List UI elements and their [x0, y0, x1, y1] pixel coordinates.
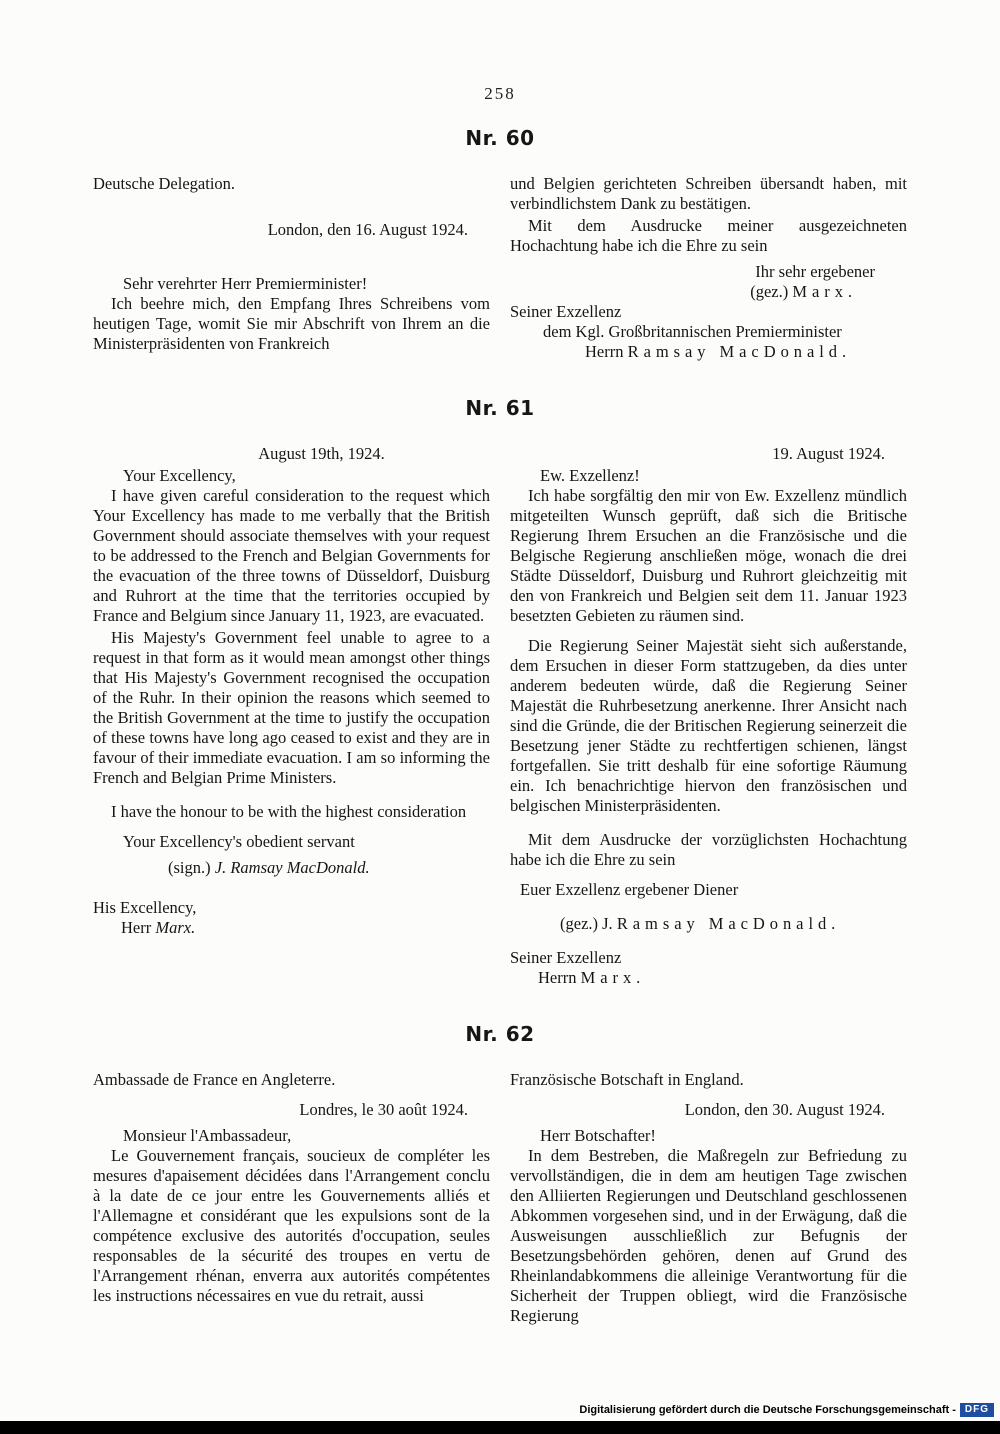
address-name: Marx.	[580, 968, 646, 987]
section-nr61	[93, 444, 907, 988]
sender-line: Französische Botschaft in England.	[510, 1070, 744, 1089]
address-line: His Excellency,	[93, 898, 197, 917]
salutation: Sehr verehrter Herr Premierminister!	[123, 274, 368, 293]
address-line	[510, 968, 907, 988]
address-line: Seiner Exzellenz	[510, 948, 622, 967]
paragraph: Mit dem Ausdrucke der vorzüglichsten Hochachtung habe ich die Ehre zu sein	[510, 830, 907, 869]
paragraph: I have given careful consideration to the request which Your Excellency has made to me verbally that the British Government should associate themselves with your request to be addressed to the French and Belgian Governments for the evacuation of the three towns of Düsseldorf, Duisburg and Ruhrort at the time that the territories occupied by France and Belgium since January 11, 1923, are evacuated.	[93, 486, 490, 625]
paragraph: Le Gouvernement français, soucieux de compléter les mesures d'apaisement décidées dans l'Arrangement conclu à la date de ce jour entre les Gouvernements alliés et l'Allemagne et considérant que les expulsions sont de la compétence exclusive des autorités d'occupation, seules responsables de la sécurité des troupes en vertu de l'Arrangement rhénan, enverra aux autorités compétentes les instructions nécessaires en vue du retrait, aussi	[93, 1146, 490, 1305]
signature-prefix: (sign.)	[168, 858, 211, 877]
address-line: dem Kgl. Großbritannischen Premierminister	[543, 322, 842, 341]
paragraph: I have the honour to be with the highest consideration	[111, 802, 467, 821]
nr62-right-column	[510, 1070, 907, 1326]
signature-line	[510, 282, 907, 302]
closing-line: Ihr sehr ergebener	[755, 262, 875, 281]
signature-prefix: (gez.)	[750, 282, 789, 301]
address-prefix: Herrn	[585, 342, 624, 361]
closing-line: Your Excellency's obedient servant	[123, 832, 355, 851]
section-heading-nr61: Nr. 61	[465, 396, 535, 420]
dateline: 19. August 1924.	[772, 444, 885, 463]
salutation: Herr Botschafter!	[540, 1126, 656, 1145]
paragraph: Die Regierung Seiner Majestät sieht sich außerstande, dem Ersuchen in dieser Form stattzugeben, da dies unter anderem bedeuten würde, daß die Regierung Seiner Majestät die Ruhrbesetzung anerkenne. Ihrer Ansicht nach sind die Gründe, die der Britischen Regierung seinerzeit die Besetzung jener Städte zu rechtfertigen schienen, längst fortgefallen. Sie tritt deshalb für eine sofortige Räumung ein. Ich benachrichtige hiervon den französischen und belgischen Ministerpräsidenten.	[510, 636, 907, 815]
digitization-credit	[579, 1403, 994, 1417]
nr61-right-column	[510, 444, 907, 988]
nr60-right-column	[510, 174, 907, 362]
sender-line: Deutsche Delegation.	[93, 174, 236, 193]
paragraph: His Majesty's Government feel unable to agree to a request in that form as it would mean amongst other things that His Majesty's Government recognised the occupation of the Ruhr. In their opinion the reasons which seemed to the British Government at the time to justify the occupation of these towns have long ago ceased to exist and they are in favour of their immediate evacuation. I am so informing the French and Belgian Prime Ministers.	[93, 628, 490, 787]
signature-name: J. Ramsay MacDonald.	[214, 858, 370, 877]
address-prefix: Herrn	[538, 968, 577, 987]
closing-line: Euer Exzellenz ergebener Diener	[520, 880, 739, 899]
address-name: Ramsay MacDonald.	[627, 342, 852, 361]
nr61-left-column	[93, 444, 490, 988]
section-heading-nr60: Nr. 60	[465, 126, 535, 150]
dateline: London, den 30. August 1924.	[684, 1100, 885, 1119]
address-line: Seiner Exzellenz	[510, 302, 622, 321]
dateline: Londres, le 30 août 1924.	[299, 1100, 468, 1119]
credit-text: Digitalisierung gefördert durch die Deutsche Forschungsgemeinschaft -	[579, 1404, 956, 1416]
section-nr62	[93, 1070, 907, 1326]
address-line	[510, 342, 907, 362]
address-name: Marx.	[155, 918, 196, 937]
salutation: Ew. Exzellenz!	[540, 466, 640, 485]
section-nr60	[93, 174, 907, 362]
paragraph: Mit dem Ausdrucke meiner ausgezeichneten Hochachtung habe ich die Ehre zu sein	[510, 216, 907, 255]
address-prefix: Herr	[121, 918, 152, 937]
nr62-left-column	[93, 1070, 490, 1326]
dateline: London, den 16. August 1924.	[267, 220, 468, 239]
sender-line: Ambassade de France en Angleterre.	[93, 1070, 336, 1089]
signature-name: Ramsay MacDonald.	[616, 914, 841, 933]
dateline: August 19th, 1924.	[258, 444, 385, 463]
paragraph: Ich habe sorgfältig den mir von Ew. Exzellenz mündlich mitgeteilten Wunsch geprüft, daß sich die Britische Regierung Ihrem Ersuchen an die Französische und die Belgische Regierung anschließen möge, wonach die drei Städte Düsseldorf, Duisburg und Ruhrort gleichzeitig mit den von Frankreich und Belgien seit dem 11. Januar 1923 besetzten Gebieten zu räumen sind.	[510, 486, 907, 625]
signature-line	[510, 914, 907, 934]
signature-prefix: (gez.) J.	[560, 914, 613, 933]
salutation: Your Excellency,	[123, 466, 236, 485]
signature-name: Marx.	[792, 282, 857, 301]
paragraph: Ich beehre mich, den Empfang Ihres Schreibens vom heutigen Tage, womit Sie mir Abschrift von Ihrem an die Ministerpräsidenten von Frankreich	[93, 294, 490, 353]
scan-edge-bar	[0, 1421, 1000, 1434]
paragraph-continuation: und Belgien gerichteten Schreiben übersandt haben, mit verbindlichstem Dank zu bestätigen.	[510, 174, 907, 213]
nr60-left-column	[93, 174, 490, 362]
dfg-logo: DFG	[960, 1403, 994, 1417]
address-line	[93, 918, 490, 938]
salutation: Monsieur l'Ambassadeur,	[123, 1126, 292, 1145]
paragraph: In dem Bestreben, die Maßregeln zur Befriedung zu vervollständigen, die in dem am heutigen Tage zwischen den Alliierten Regierungen und Deutschland geschlossenen Abkommen vorgesehen sind, und in der Erwägung, daß die Ausweisungen ausschließlich zur Befugnis der Besetzungsbehörden gehören, denen auf Grund des Rheinlandabkommens die alleinige Verantwortung für die Sicherheit der Truppen obliegt, wird die Französische Regierung	[510, 1146, 907, 1325]
section-heading-nr62: Nr. 62	[465, 1022, 535, 1046]
page-number: 258	[484, 84, 516, 103]
signature-line	[93, 858, 490, 878]
